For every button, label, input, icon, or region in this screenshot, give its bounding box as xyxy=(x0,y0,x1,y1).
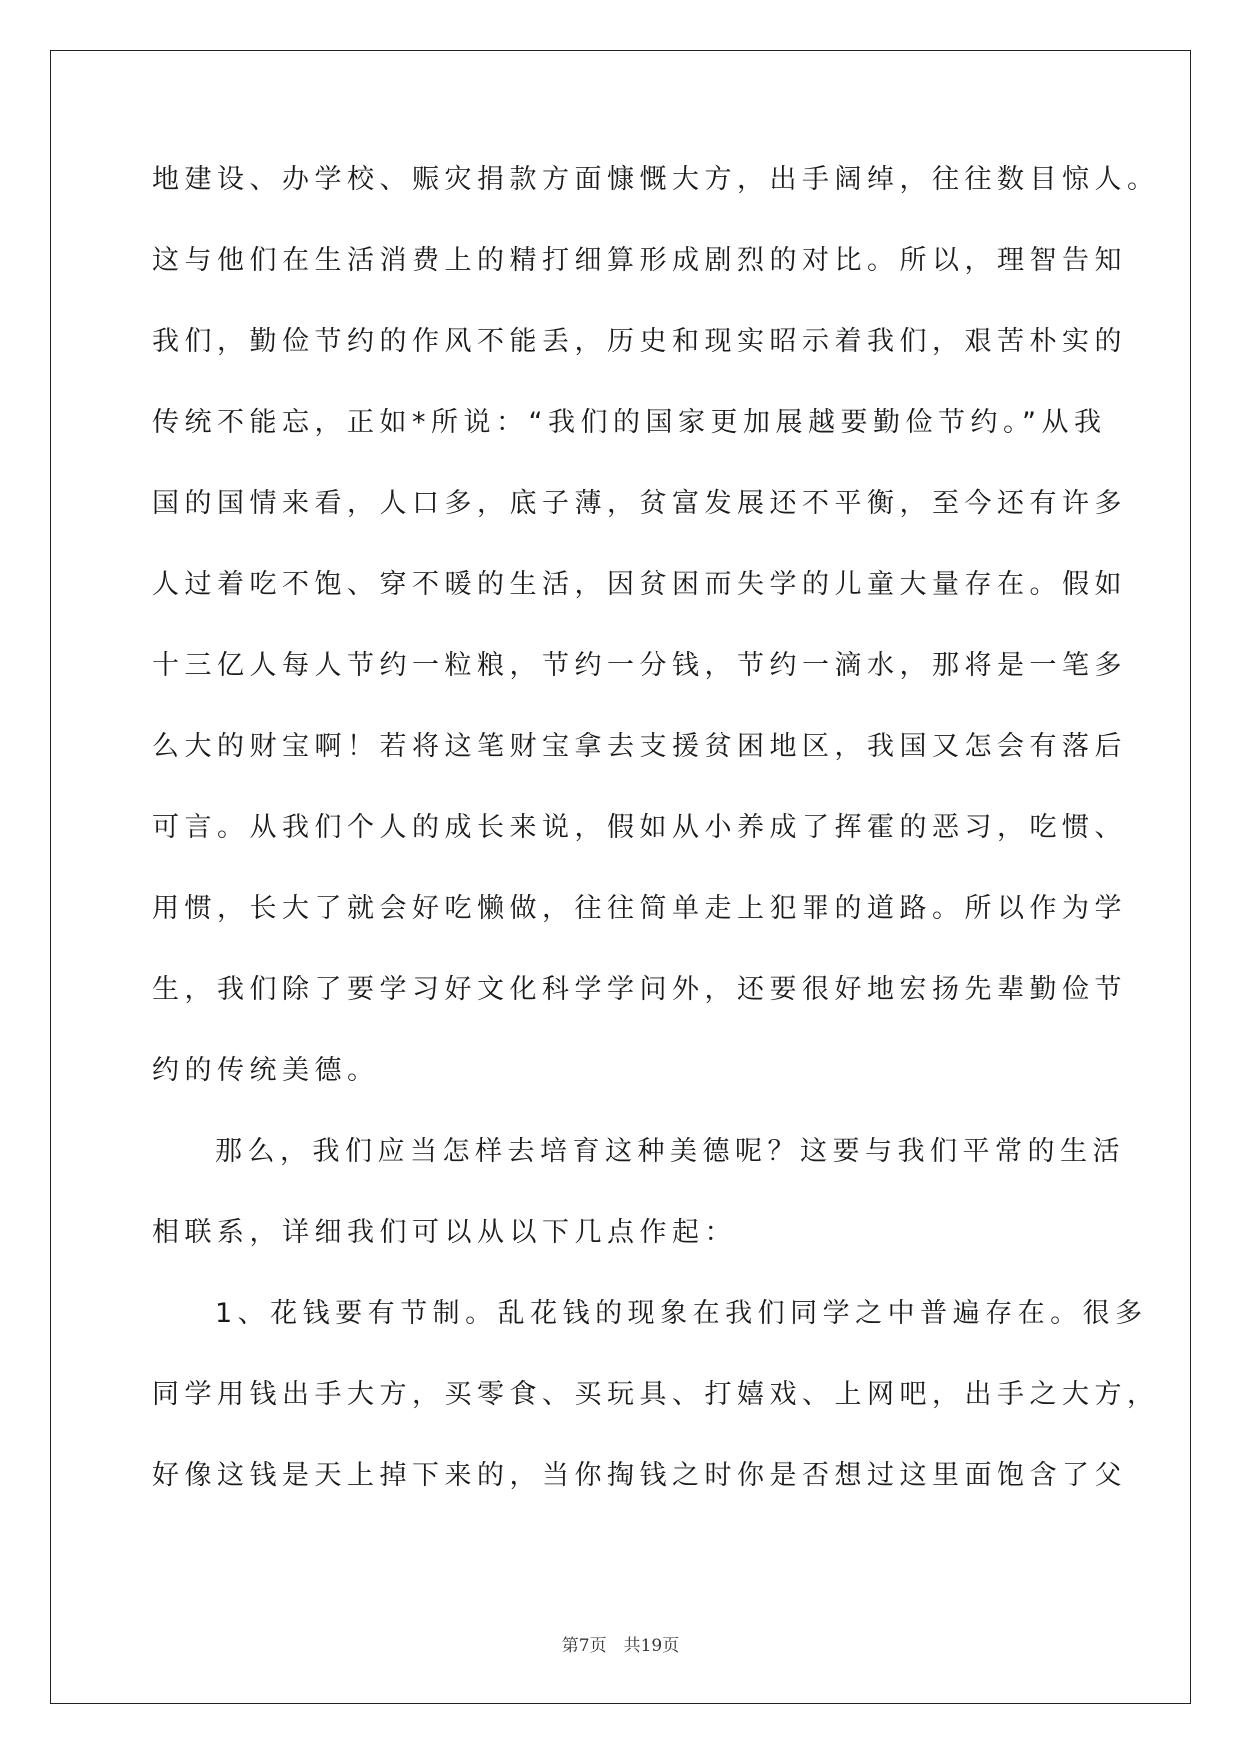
text-line: 么大的财宝啊！若将这笔财宝拿去支援贫困地区，我国又怎会有落后 xyxy=(152,731,1127,762)
text-line: 好像这钱是天上掉下来的，当你掏钱之时你是否想过这里面饱含了父 xyxy=(152,1460,1127,1491)
text-line: 生，我们除了要学习好文化科学学问外，还要很好地宏扬先辈勤俭节 xyxy=(152,974,1127,1005)
text-line: 传统不能忘，正如*所说：“我们的国家更加展越要勤俭节约。”从我 xyxy=(152,407,1107,438)
text-line: 人过着吃不饱、穿不暖的生活，因贫困而失学的儿童大量存在。假如 xyxy=(152,569,1127,600)
text-line: 1、花钱要有节制。乱花钱的现象在我们同学之中普遍存在。很多 xyxy=(215,1298,1148,1329)
text-line: 十三亿人每人节约一粒粮，节约一分钱，节约一滴水，那将是一笔多 xyxy=(152,650,1127,681)
text-line: 我们，勤俭节约的作风不能丢，历史和现实昭示着我们，艰苦朴实的 xyxy=(152,326,1127,357)
text-line: 可言。从我们个人的成长来说，假如从小养成了挥霍的恶习，吃惯、 xyxy=(152,812,1127,843)
document-body xyxy=(152,150,1160,1527)
text-line: 用惯，长大了就会好吃懒做，往往简单走上犯罪的道路。所以作为学 xyxy=(152,893,1127,924)
text-line: 国的国情来看，人口多，底子薄，贫富发展还不平衡，至今还有许多 xyxy=(152,488,1127,519)
text-line: 同学用钱出手大方，买零食、买玩具、打嬉戏、上网吧，出手之大方， xyxy=(152,1379,1160,1410)
text-line: 相联系，详细我们可以从以下几点作起： xyxy=(152,1217,737,1248)
text-line: 地建设、办学校、赈灾捐款方面慷慨大方，出手阔绰，往往数目惊人。 xyxy=(152,164,1160,195)
page-footer: 第7页 共19页 xyxy=(561,1636,680,1656)
text-line: 这与他们在生活消费上的精打细算形成剧烈的对比。所以，理智告知 xyxy=(152,245,1127,276)
text-line: 那么，我们应当怎样去培育这种美德呢？这要与我们平常的生活 xyxy=(215,1136,1125,1167)
text-line: 约的传统美德。 xyxy=(152,1055,380,1086)
